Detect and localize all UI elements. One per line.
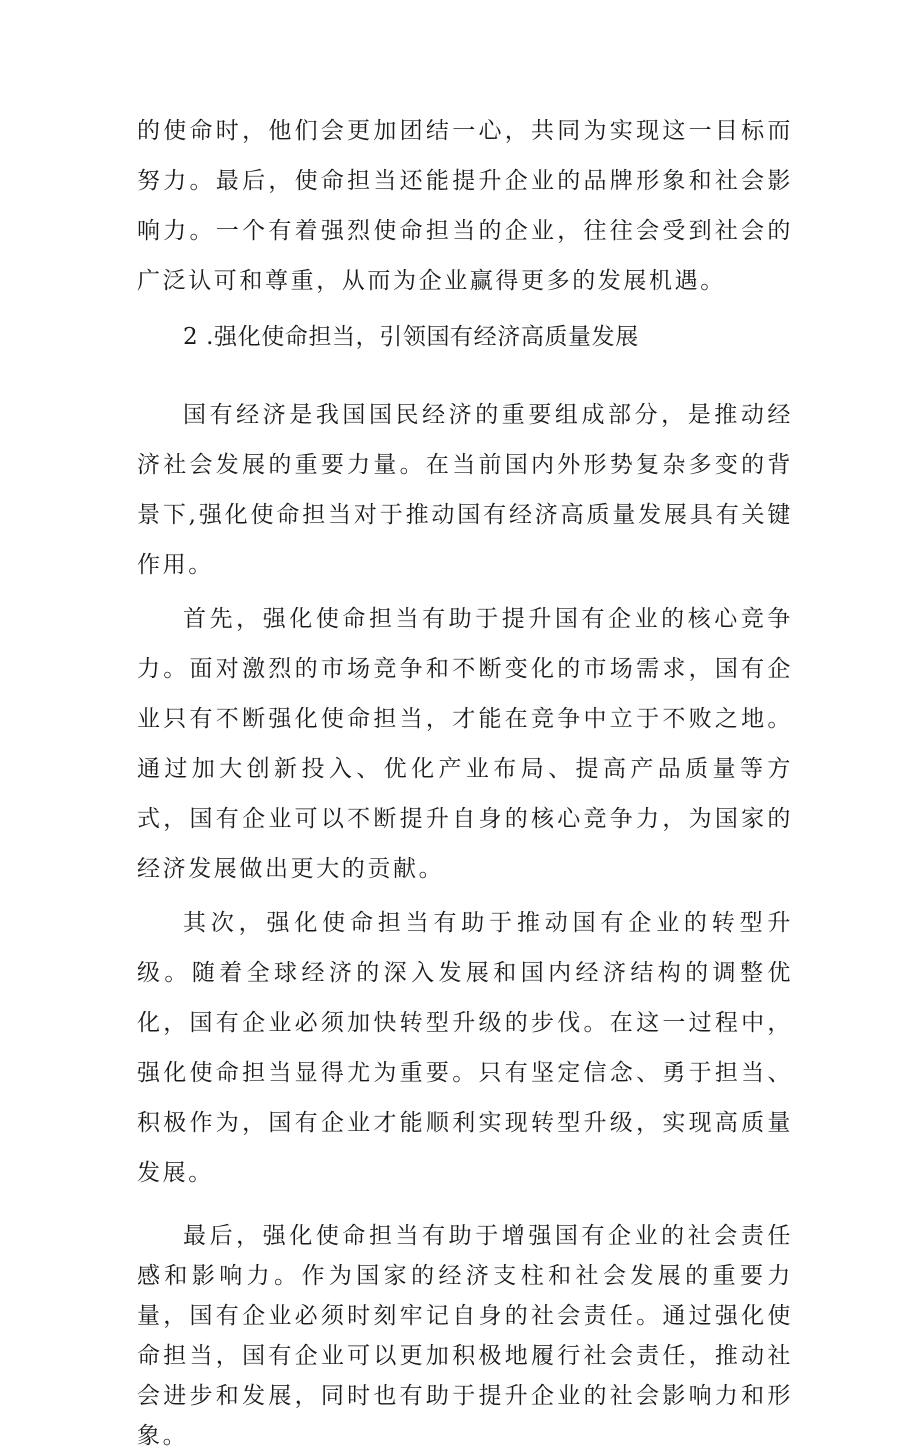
- document-page: [137, 106, 793, 1456]
- section-heading-2: 2 .强化使命担当，引领国有经济高质量发展: [183, 324, 639, 350]
- paragraph-last-social-responsibility: 最后，强化使命担当有助于增强国有企业的社会责任感和影响力。作为国家的经济支柱和社会发展的重要力量，国有企业必须时刻牢记自身的社会责任。通过强化使命担当，国有企业可以更加积极地履行社会责任，推动社会进步和发展，同时也有助于提升企业的社会影响力和形象。: [137, 1223, 793, 1449]
- paragraph-first-competitiveness: 首先，强化使命担当有助于提升国有企业的核心竞争力。面对激烈的市场竞争和不断变化的市场需求，国有企业只有不断强化使命担当，才能在竞争中立于不败之地。通过加大创新投入、优化产业布局、提高产品质量等方式，国有企业可以不断提升自身的核心竞争力，为国家的经济发展做出更大的贡献。: [137, 606, 793, 882]
- paragraph-mission-brand: 的使命时，他们会更加团结一心，共同为实现这一目标而努力。最后，使命担当还能提升企业的品牌形象和社会影响力。一个有着强烈使命担当的企业，往往会受到社会的广泛认可和尊重，从而为企业赢得更多的发展机遇。: [137, 118, 793, 294]
- paragraph-state-economy-intro: 国有经济是我国国民经济的重要组成部分，是推动经济社会发展的重要力量。在当前国内外形势复杂多变的背景下,强化使命担当对于推动国有经济高质量发展具有关键作用。: [137, 402, 793, 578]
- paragraph-second-transformation: 其次，强化使命担当有助于推动国有企业的转型升级。随着全球经济的深入发展和国内经济结构的调整优化，国有企业必须加快转型升级的步伐。在这一过程中，强化使命担当显得尤为重要。只有坚定信念、勇于担当、积极作为，国有企业才能顺利实现转型升级，实现高质量发展。: [137, 910, 793, 1186]
